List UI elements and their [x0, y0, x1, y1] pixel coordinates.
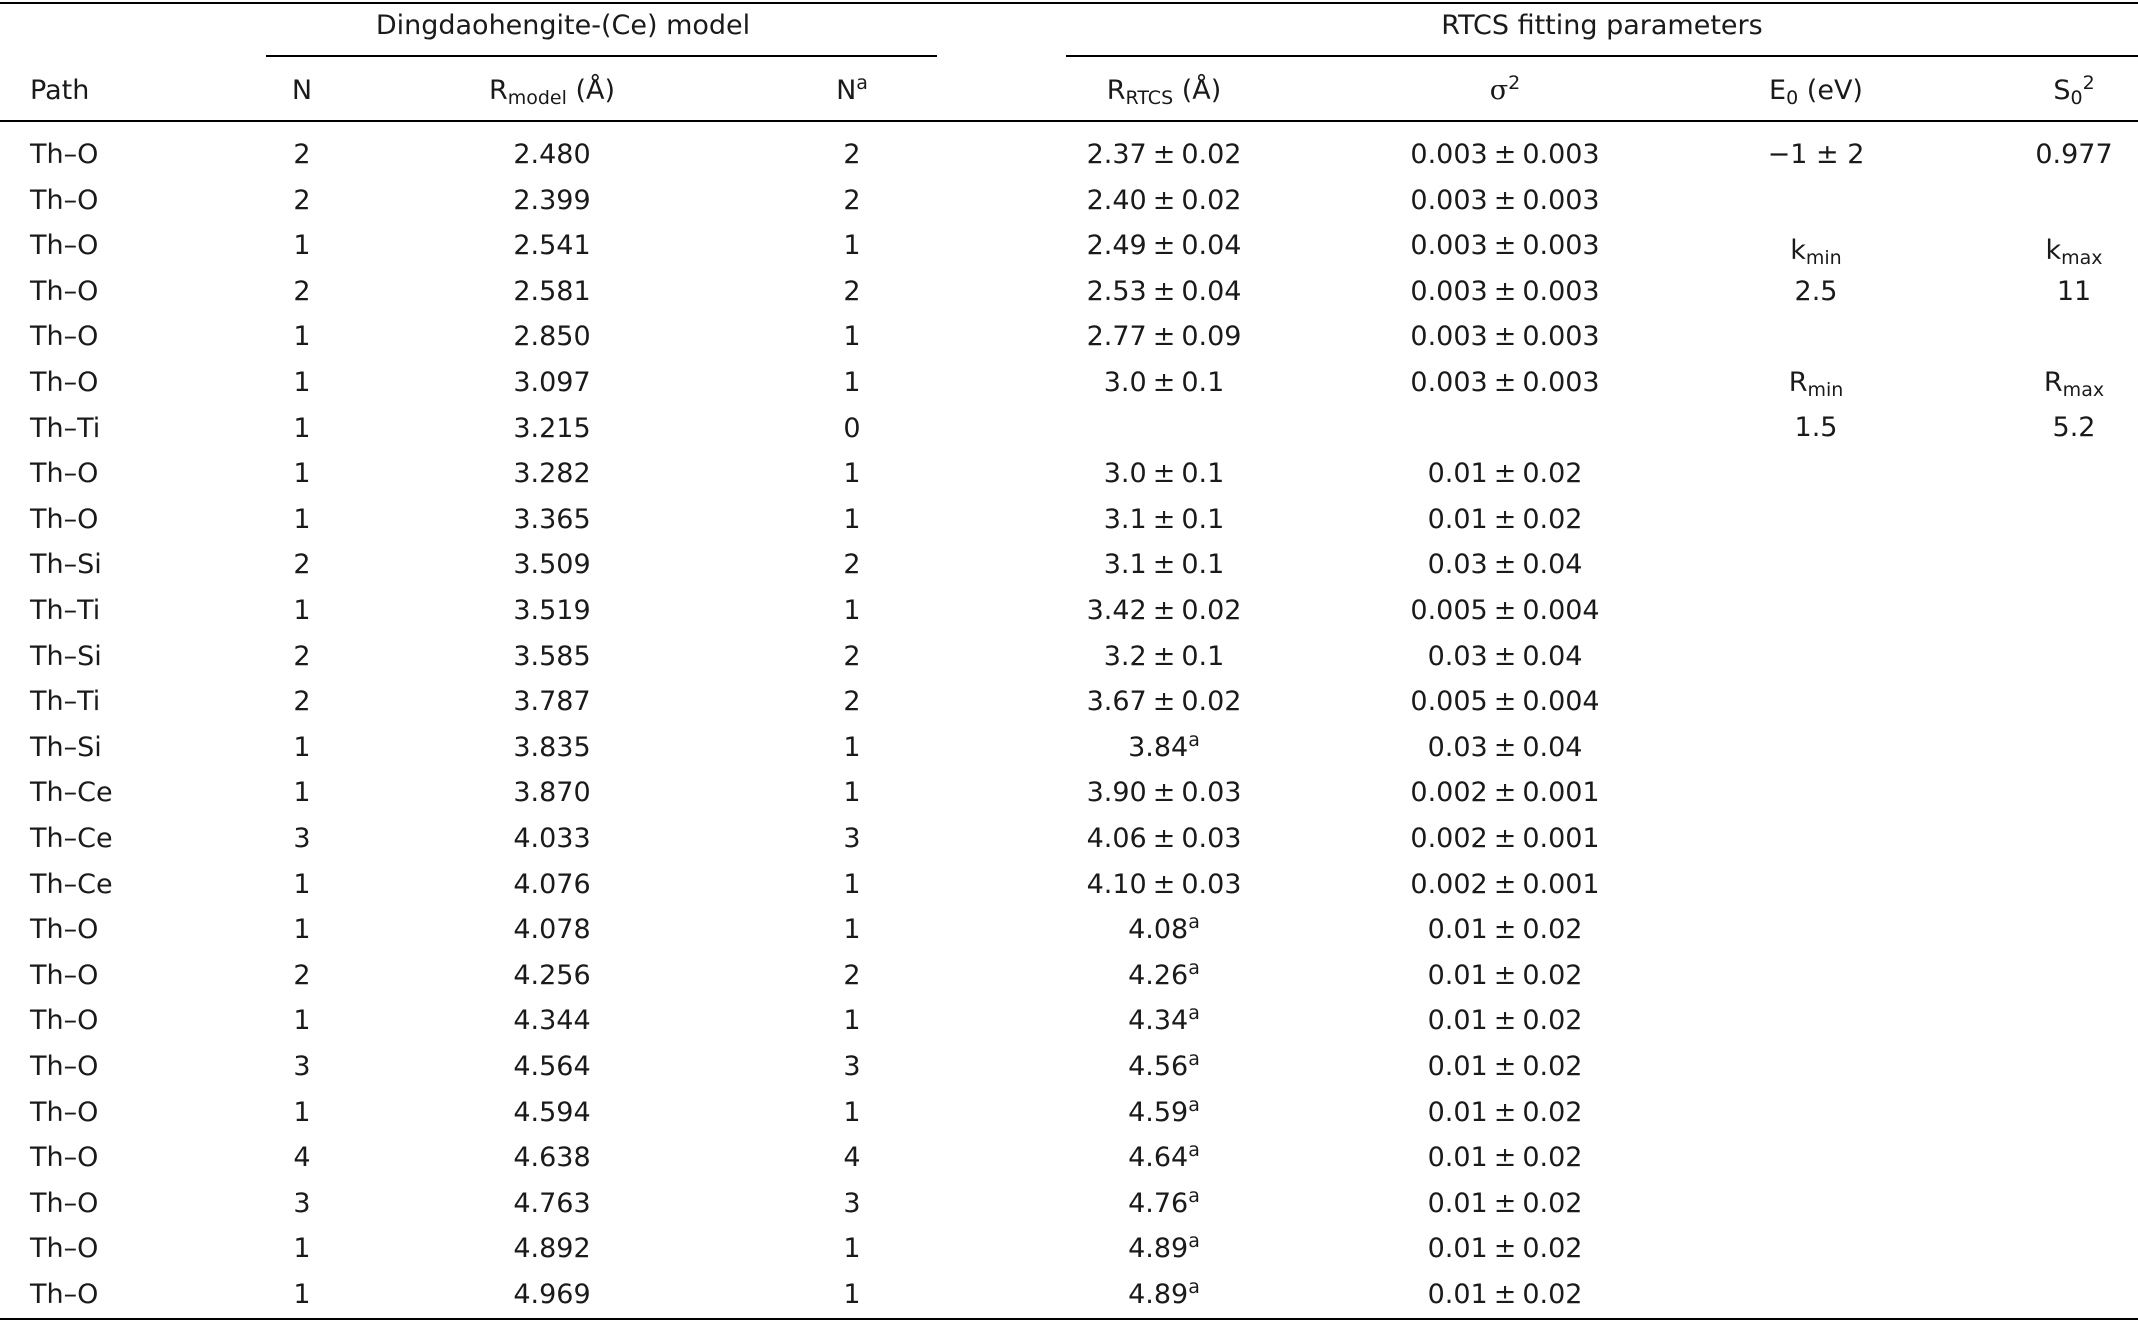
cell-na: 1	[843, 732, 861, 763]
cell-rmodel: 4.344	[513, 1005, 591, 1036]
cell-n: 2	[293, 185, 311, 216]
cell-path: Th–Ti	[30, 413, 101, 444]
cell-n: 1	[293, 869, 311, 900]
cell-sigma: 0.01 ± 0.02	[1427, 960, 1583, 991]
cell-rmodel: 4.638	[513, 1142, 591, 1173]
cell-path: Th–O	[30, 1279, 99, 1310]
cell-n: 1	[293, 1005, 311, 1036]
cell-rrtcs: 3.90 ± 0.03	[1086, 777, 1242, 808]
cell-sigma: 0.002 ± 0.001	[1410, 777, 1600, 808]
header-na: $N^a$	[836, 72, 868, 106]
cell-sigma: 0.003 ± 0.003	[1410, 185, 1600, 216]
cell-rmodel: 3.835	[513, 732, 591, 763]
cell-na: 2	[843, 549, 861, 580]
cell-na: 2	[843, 686, 861, 717]
cell-sigma: 0.003 ± 0.003	[1410, 367, 1600, 398]
cell-n: 3	[293, 1051, 311, 1082]
cell-na: 2	[843, 641, 861, 672]
cell-rmodel: 4.564	[513, 1051, 591, 1082]
cell-path: Th–Si	[30, 732, 102, 763]
cell-path: Th–O	[30, 321, 99, 352]
cell-rrtcs: 2.37 ± 0.02	[1086, 139, 1242, 170]
cell-rmodel: 2.399	[513, 185, 591, 216]
cell-sigma: 0.002 ± 0.001	[1410, 869, 1600, 900]
cell-na: 0	[843, 413, 861, 444]
cell-sigma: 0.03 ± 0.04	[1427, 549, 1583, 580]
cell-path: Th–O	[30, 914, 99, 945]
cell-n: 2	[293, 276, 311, 307]
model-group-rule	[266, 55, 937, 57]
cell-rrtcs: 3.42 ± 0.02	[1086, 595, 1242, 626]
cell-rmodel: 4.969	[513, 1279, 591, 1310]
cell-rrtcs: 3.1 ± 0.1	[1103, 504, 1225, 535]
cell-sigma: 0.003 ± 0.003	[1410, 230, 1600, 261]
cell-na: 2	[843, 960, 861, 991]
cell-rmodel: 4.763	[513, 1188, 591, 1219]
cell-sigma: 0.01 ± 0.02	[1427, 914, 1583, 945]
header-e0: $E_0$ (eV)	[1769, 75, 1863, 109]
cell-rmodel: 4.256	[513, 960, 591, 991]
cell-n: 1	[293, 367, 311, 398]
cell-path: Th–O	[30, 230, 99, 261]
header-rrtcs: $R_{RTCS}$ (Å)	[1106, 75, 1222, 109]
cell-na: 1	[843, 1233, 861, 1264]
rmax-value: 5.2	[2052, 412, 2096, 443]
group-header-fit: RTCS fitting parameters	[1441, 10, 1763, 41]
cell-path: Th–O	[30, 1005, 99, 1036]
cell-rmodel: 2.581	[513, 276, 591, 307]
cell-na: 1	[843, 1005, 861, 1036]
cell-rmodel: 3.282	[513, 458, 591, 489]
cell-path: Th–O	[30, 960, 99, 991]
cell-path: Th–O	[30, 185, 99, 216]
cell-n: 1	[293, 1233, 311, 1264]
cell-sigma: 0.01 ± 0.02	[1427, 1051, 1583, 1082]
cell-n: 2	[293, 549, 311, 580]
cell-n: 1	[293, 458, 311, 489]
header-rule	[0, 120, 2138, 122]
cell-path: Th–Ti	[30, 686, 101, 717]
cell-rrtcs: 4.34$^a$	[1128, 1002, 1200, 1036]
cell-rmodel: 4.033	[513, 823, 591, 854]
cell-sigma: 0.03 ± 0.04	[1427, 732, 1583, 763]
cell-na: 1	[843, 321, 861, 352]
cell-sigma: 0.01 ± 0.02	[1427, 1279, 1583, 1310]
cell-rmodel: 4.076	[513, 869, 591, 900]
cell-rmodel: 3.097	[513, 367, 591, 398]
cell-rrtcs: 4.10 ± 0.03	[1086, 869, 1242, 900]
cell-path: Th–O	[30, 276, 99, 307]
cell-n: 1	[293, 413, 311, 444]
cell-rmodel: 2.480	[513, 139, 591, 170]
kmin-label: $k_{min}$	[1790, 235, 1842, 269]
cell-path: Th–O	[30, 367, 99, 398]
rmin-value: 1.5	[1794, 412, 1838, 443]
cell-na: 1	[843, 367, 861, 398]
header-rmodel: $R_{model}$ (Å)	[488, 75, 616, 109]
cell-na: 1	[843, 1097, 861, 1128]
cell-rmodel: 3.509	[513, 549, 591, 580]
cell-rmodel: 4.594	[513, 1097, 591, 1128]
cell-rmodel: 3.215	[513, 413, 591, 444]
cell-n: 1	[293, 595, 311, 626]
kmax-value: 11	[2056, 276, 2092, 307]
cell-rrtcs: 3.84$^a$	[1128, 729, 1200, 763]
cell-sigma: 0.03 ± 0.04	[1427, 641, 1583, 672]
s02-value: 0.977	[2035, 139, 2113, 170]
cell-sigma: 0.01 ± 0.02	[1427, 1005, 1583, 1036]
cell-path: Th–Ce	[30, 777, 113, 808]
header-path: Path	[30, 75, 90, 106]
cell-na: 1	[843, 504, 861, 535]
cell-sigma: 0.003 ± 0.003	[1410, 321, 1600, 352]
cell-rrtcs: 4.06 ± 0.03	[1086, 823, 1242, 854]
cell-path: Th–O	[30, 1233, 99, 1264]
e0-value: −1 ± 2	[1767, 139, 1865, 170]
cell-sigma: 0.005 ± 0.004	[1410, 595, 1600, 626]
cell-sigma: 0.003 ± 0.003	[1410, 139, 1600, 170]
cell-na: 1	[843, 230, 861, 261]
cell-rrtcs: 3.2 ± 0.1	[1103, 641, 1225, 672]
cell-sigma: 0.002 ± 0.001	[1410, 823, 1600, 854]
header-sigma2: $\sigma^2$	[1489, 72, 1521, 106]
cell-rmodel: 3.519	[513, 595, 591, 626]
cell-path: Th–O	[30, 1142, 99, 1173]
cell-rrtcs: 4.89$^a$	[1128, 1230, 1200, 1264]
cell-path: Th–Si	[30, 641, 102, 672]
cell-na: 3	[843, 1051, 861, 1082]
cell-rmodel: 3.585	[513, 641, 591, 672]
cell-n: 1	[293, 1279, 311, 1310]
cell-na: 1	[843, 869, 861, 900]
cell-na: 4	[843, 1142, 861, 1173]
cell-rmodel: 4.892	[513, 1233, 591, 1264]
cell-path: Th–O	[30, 139, 99, 170]
cell-n: 3	[293, 823, 311, 854]
cell-sigma: 0.01 ± 0.02	[1427, 1097, 1583, 1128]
cell-rrtcs: 3.0 ± 0.1	[1103, 367, 1225, 398]
cell-path: Th–O	[30, 1188, 99, 1219]
bottom-rule	[0, 1318, 2138, 1320]
cell-rrtcs: 3.67 ± 0.02	[1086, 686, 1242, 717]
cell-sigma: 0.005 ± 0.004	[1410, 686, 1600, 717]
cell-rrtcs: 2.53 ± 0.04	[1086, 276, 1242, 307]
cell-rrtcs: 2.40 ± 0.02	[1086, 185, 1242, 216]
cell-path: Th–O	[30, 1051, 99, 1082]
rmin-label: $R_{min}$	[1788, 367, 1844, 401]
cell-n: 3	[293, 1188, 311, 1219]
cell-n: 2	[293, 960, 311, 991]
cell-path: Th–Ce	[30, 869, 113, 900]
cell-na: 1	[843, 914, 861, 945]
cell-sigma: 0.01 ± 0.02	[1427, 1188, 1583, 1219]
cell-path: Th–O	[30, 458, 99, 489]
cell-sigma: 0.01 ± 0.02	[1427, 1142, 1583, 1173]
cell-path: Th–Si	[30, 549, 102, 580]
cell-n: 1	[293, 321, 311, 352]
cell-sigma: 0.01 ± 0.02	[1427, 1233, 1583, 1264]
cell-path: Th–Ti	[30, 595, 101, 626]
cell-path: Th–Ce	[30, 823, 113, 854]
cell-na: 1	[843, 1279, 861, 1310]
cell-n: 2	[293, 139, 311, 170]
group-header-model: Dingdaohengite-(Ce) model	[375, 10, 751, 41]
cell-rmodel: 2.850	[513, 321, 591, 352]
cell-rmodel: 4.078	[513, 914, 591, 945]
cell-na: 2	[843, 139, 861, 170]
cell-na: 1	[843, 595, 861, 626]
cell-rmodel: 2.541	[513, 230, 591, 261]
cell-na: 2	[843, 185, 861, 216]
kmin-value: 2.5	[1794, 276, 1838, 307]
cell-path: Th–O	[30, 1097, 99, 1128]
cell-rmodel: 3.870	[513, 777, 591, 808]
cell-n: 1	[293, 732, 311, 763]
cell-n: 1	[293, 777, 311, 808]
kmax-label: $k_{max}$	[2045, 235, 2103, 269]
cell-n: 1	[293, 1097, 311, 1128]
rmax-label: $R_{max}$	[2043, 367, 2105, 401]
cell-path: Th–O	[30, 504, 99, 535]
cell-n: 4	[293, 1142, 311, 1173]
cell-rrtcs: 3.0 ± 0.1	[1103, 458, 1225, 489]
cell-rrtcs: 4.26$^a$	[1128, 957, 1200, 991]
cell-na: 2	[843, 276, 861, 307]
cell-rrtcs: 4.76$^a$	[1128, 1185, 1200, 1219]
cell-na: 3	[843, 1188, 861, 1219]
cell-n: 2	[293, 686, 311, 717]
top-rule	[0, 2, 2138, 4]
cell-na: 3	[843, 823, 861, 854]
cell-rrtcs: 4.08$^a$	[1128, 911, 1200, 945]
cell-rrtcs: 2.77 ± 0.09	[1086, 321, 1242, 352]
cell-n: 1	[293, 504, 311, 535]
cell-sigma: 0.003 ± 0.003	[1410, 276, 1600, 307]
cell-sigma: 0.01 ± 0.02	[1427, 458, 1583, 489]
cell-n: 2	[293, 641, 311, 672]
cell-rrtcs: 4.89$^a$	[1128, 1276, 1200, 1310]
cell-rrtcs: 4.56$^a$	[1128, 1048, 1200, 1082]
cell-rmodel: 3.787	[513, 686, 591, 717]
header-n: N	[291, 75, 313, 106]
cell-na: 1	[843, 458, 861, 489]
cell-rrtcs: 4.59$^a$	[1128, 1094, 1200, 1128]
cell-rrtcs: 4.64$^a$	[1128, 1139, 1200, 1173]
cell-sigma: 0.01 ± 0.02	[1427, 504, 1583, 535]
header-s02: $S_0^2$	[2053, 72, 2095, 109]
fit-group-rule	[1066, 55, 2138, 57]
cell-rmodel: 3.365	[513, 504, 591, 535]
cell-rrtcs: 3.1 ± 0.1	[1103, 549, 1225, 580]
cell-na: 1	[843, 777, 861, 808]
cell-n: 1	[293, 230, 311, 261]
cell-n: 1	[293, 914, 311, 945]
cell-rrtcs: 2.49 ± 0.04	[1086, 230, 1242, 261]
